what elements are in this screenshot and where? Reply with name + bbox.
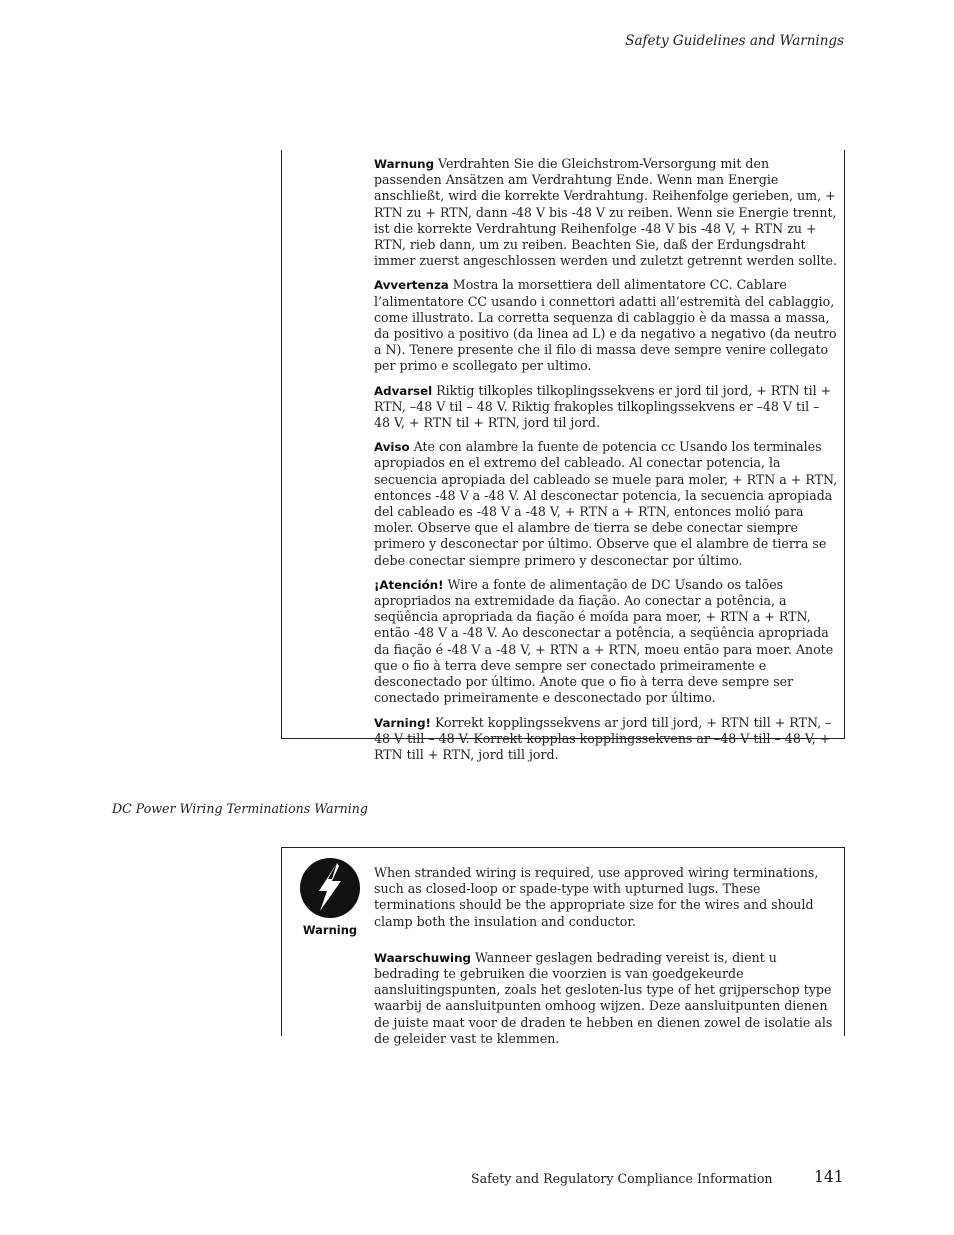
language-label: Advarsel: [374, 383, 433, 398]
wiring-terminations-warning-box: [281, 847, 845, 1046]
page-number: 141: [814, 1168, 844, 1186]
language-label: Waarschuwing: [374, 950, 471, 965]
warning-paragraph-de: [374, 156, 839, 269]
warning-paragraph-es: [374, 439, 839, 569]
lightning-bolt-warning-icon: [299, 857, 361, 919]
warning-text: Ate con alambre la fuente de potencia cc Usando los terminales apropiados en el extremo del cableado. Al conectar potencia, la secuencia apropiada del cableado se muele para moler, + RTN a + RTN, entonces -48 V a -48 V. Al desconectar potencia, la secuencia apropiada del cableado es -48 V a -48 V, + RTN a + RTN, entonces molió para moler. Observe que el alambre de tierra se debe conectar siempre primero y desconectar por último. Observe que el alambre de tierra se debe conectar siempre primero y desconectar por último.: [374, 439, 838, 568]
footer-title: Safety and Regulatory Compliance Information: [471, 1171, 773, 1186]
warning-text: Korrekt kopplingssekvens ar jord till jord, + RTN till + RTN, –48 V till – 48 V. Korrekt kopplas kopplingssekvens ar –48 V till – 48 V, + RTN till + RTN, jord till jord.: [374, 714, 832, 762]
warning-intro: When stranded wiring is required, use approved wiring terminations, such as closed-loop or spade-type with upturned lugs. These terminations should be the appropriate size for the wires and should clamp both the insulation and conductor.: [374, 865, 819, 929]
warning-text-column: [374, 865, 839, 1055]
language-label: Avvertenza: [374, 278, 449, 293]
warning-paragraph-nl: [374, 950, 839, 1047]
warning-paragraph-it: [374, 277, 839, 374]
language-label: Varning!: [374, 715, 431, 730]
running-head: Safety Guidelines and Warnings: [625, 33, 844, 49]
warning-text: Mostra la morsettiera dell alimentatore CC. Cablare l’alimentatore CC usando i connettori adatti all’estremità del cablaggio, come illustrato. La corretta sequenza di cablaggio è da massa a massa, da positivo a positivo (da linea ad L) e da negativo a negativo (da neutro a N). Tenere presente che il filo di massa deve sempre venire collegato per primo e scollegato per ultimo.: [374, 277, 837, 374]
language-label: Aviso: [374, 440, 410, 455]
language-label: ¡Atención!: [374, 577, 444, 592]
warning-paragraph-no: [374, 383, 839, 432]
warning-text-column: [374, 156, 839, 771]
language-label: Warnung: [374, 157, 435, 171]
section-title: DC Power Wiring Terminations Warning: [112, 801, 368, 816]
warning-text: Verdrahten Sie die Gleichstrom-Versorgung mit den passenden Ansätzen am Verdrahtung Ende. Wenn man Energie anschließt, wird die korrekte Verdrahtung. Reihenfolge gerieben, um, + RTN zu + RTN, dann -48 V bis -48 V zu reiben. Wenn sie Energie trennt, ist die korrekte Verdrahtung Reihenfolge -48 V bis -48 V, + RTN zu + RTN, rieb dann, um zu reiben. Beachten Sie, daß der Erdungsdraht immer zuerst angeschlossen werden und zuletzt getrennt werden sollte.: [374, 156, 837, 269]
warning-text: Wanneer geslagen bedrading vereist is, dient u bedrading te gebruiken die voorzien is van goedgekeurde aansluitingspunten, zoals het gesloten-lus type of het grijperschop type waarbij de aansluitpunten omhoog wijzen. Deze aansluitpunten dienen de juiste maat voor de draden te hebben en dienen zowel de isolatie als de geleider vast te klemmen.: [374, 949, 833, 1046]
warning-paragraph-pt: [374, 577, 839, 707]
warning-text: Wire a fonte de alimentação de DC Usando os talões apropriados na extremidade da fiação. Ao conectar a potência, a seqüência apropriada da fiação é moída para moer, + RTN a + RTN, então -48 V a -48 V. Ao desconectar a potência, a seqüência apropriada da fiação é -48 V a -48 V, + RTN a + RTN, moeu então para moer. Anote que o fio à terra deve sempre ser conectado primeiramente e desconectado por último. Anote que o fio à terra deve sempre ser conectado primeiramente e desconectado por último.: [374, 576, 834, 706]
warning-icon-label: Warning: [302, 923, 358, 937]
warning-translations-box: [281, 150, 845, 762]
warning-text: Riktig tilkoples tilkoplingssekvens er jord til jord, + RTN til + RTN, –48 V til – 48 V. Riktig frakoples tilkoplingssekvens er –48 V til – 48 V, + RTN til + RTN, jord til jord.: [374, 382, 832, 431]
warning-paragraph-sv: [374, 715, 839, 764]
